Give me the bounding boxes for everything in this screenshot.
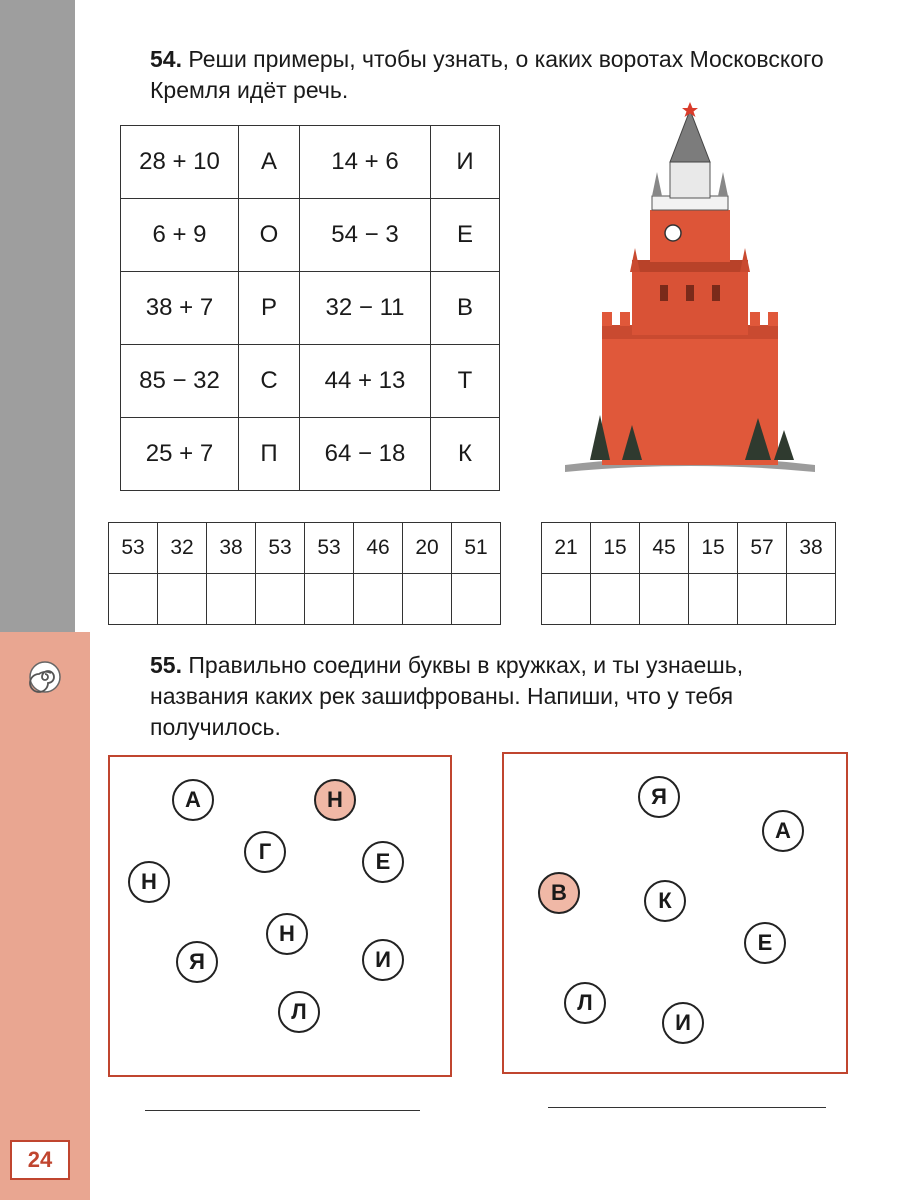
answer-letter-cell[interactable] [787, 574, 836, 625]
letter-cell: А [239, 126, 300, 199]
task-55-text: Правильно соедини буквы в кружках, и ты узнаешь, названия каких рек зашифрованы. Напиши, что у тебя получилось. [150, 652, 744, 740]
letter-circle[interactable]: Л [564, 982, 606, 1024]
letters-box-1 [108, 755, 452, 1077]
letter-circle[interactable]: Н [266, 913, 308, 955]
example-cell: 44 + 13 [300, 345, 431, 418]
examples-row [121, 418, 500, 491]
task-54-text: Реши примеры, чтобы узнать, о каких воротах Московского Кремля идёт речь. [150, 46, 824, 103]
page-number-box [10, 1140, 70, 1180]
examples-row [121, 272, 500, 345]
letter-circle[interactable]: Я [176, 941, 218, 983]
answer-letter-cell[interactable] [256, 574, 305, 625]
letter-circle[interactable]: И [662, 1002, 704, 1044]
example-cell: 54 − 3 [300, 199, 431, 272]
examples-row [121, 126, 500, 199]
answer-letter-cell[interactable] [738, 574, 787, 625]
letter-cell: С [239, 345, 300, 418]
answer-code-table [108, 522, 836, 625]
letter-circle[interactable]: Е [744, 922, 786, 964]
letter-cell: О [239, 199, 300, 272]
examples-table [120, 125, 500, 491]
code-number-cell: 53 [109, 523, 158, 574]
answer-letter-cell[interactable] [542, 574, 591, 625]
letter-circle[interactable]: А [762, 810, 804, 852]
letter-circle[interactable]: В [538, 872, 580, 914]
letter-circle[interactable]: К [644, 880, 686, 922]
letter-circle[interactable]: А [172, 779, 214, 821]
answer-letter-cell[interactable] [591, 574, 640, 625]
letter-circle[interactable]: Г [244, 831, 286, 873]
examples-row [121, 345, 500, 418]
answer-letter-cell[interactable] [354, 574, 403, 625]
code-number-cell: 38 [787, 523, 836, 574]
letter-cell: П [239, 418, 300, 491]
side-band-gray [0, 0, 75, 632]
answer-line-1[interactable] [145, 1110, 420, 1111]
letter-circle[interactable]: Н [128, 861, 170, 903]
answer-letter-cell[interactable] [689, 574, 738, 625]
code-number-cell: 53 [256, 523, 305, 574]
letter-cell: И [431, 126, 500, 199]
letter-circle[interactable]: Я [638, 776, 680, 818]
spasskaya-tower-illustration [560, 100, 820, 480]
answer-letter-cell[interactable] [452, 574, 501, 625]
letter-cell: В [431, 272, 500, 345]
answer-letter-cell[interactable] [640, 574, 689, 625]
spiral-icon [28, 660, 62, 694]
example-cell: 32 − 11 [300, 272, 431, 345]
examples-row [121, 199, 500, 272]
letter-cell: Р [239, 272, 300, 345]
letter-circle[interactable]: И [362, 939, 404, 981]
word-gap [501, 574, 542, 625]
code-number-cell: 45 [640, 523, 689, 574]
code-number-cell: 53 [305, 523, 354, 574]
example-cell: 14 + 6 [300, 126, 431, 199]
answer-letter-cell[interactable] [403, 574, 452, 625]
answer-letter-cell[interactable] [158, 574, 207, 625]
word-gap [501, 523, 542, 574]
example-cell: 85 − 32 [121, 345, 239, 418]
task-55-number: 55. [150, 652, 182, 678]
example-cell: 25 + 7 [121, 418, 239, 491]
letter-cell: Т [431, 345, 500, 418]
letter-cell: Е [431, 199, 500, 272]
code-number-cell: 21 [542, 523, 591, 574]
example-cell: 38 + 7 [121, 272, 239, 345]
answer-line-2[interactable] [548, 1107, 826, 1108]
page-number: 24 [27, 1147, 53, 1172]
letters-box-2 [502, 752, 848, 1074]
code-number-cell: 46 [354, 523, 403, 574]
code-number-cell: 38 [207, 523, 256, 574]
example-cell: 6 + 9 [121, 199, 239, 272]
task-55-heading [150, 650, 840, 743]
task-54-number: 54. [150, 46, 182, 72]
letter-circle[interactable]: Е [362, 841, 404, 883]
code-number-cell: 57 [738, 523, 787, 574]
answer-letter-cell[interactable] [109, 574, 158, 625]
letter-cell: К [431, 418, 500, 491]
code-number-cell: 32 [158, 523, 207, 574]
letter-circle[interactable]: Л [278, 991, 320, 1033]
code-number-cell: 15 [591, 523, 640, 574]
letter-circle[interactable]: Н [314, 779, 356, 821]
task-54-heading [150, 44, 840, 106]
example-cell: 28 + 10 [121, 126, 239, 199]
code-number-cell: 51 [452, 523, 501, 574]
code-number-cell: 20 [403, 523, 452, 574]
answer-letter-cell[interactable] [305, 574, 354, 625]
example-cell: 64 − 18 [300, 418, 431, 491]
side-band-pink [0, 632, 90, 1200]
answer-letter-cell[interactable] [207, 574, 256, 625]
code-number-cell: 15 [689, 523, 738, 574]
